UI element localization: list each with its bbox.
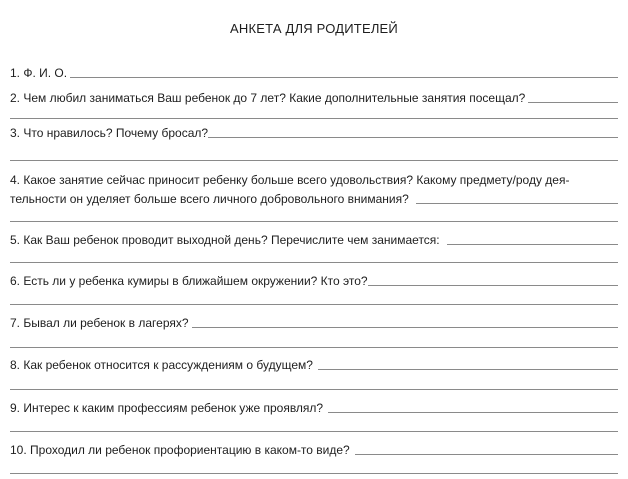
question-8-label: 8. Как ребенок относится к рассуждениям о будущем? [10, 358, 313, 372]
question-4-answer-line[interactable] [416, 191, 618, 204]
question-6-extra-line[interactable] [10, 304, 618, 305]
question-4-extra-line[interactable] [10, 221, 618, 222]
question-5-extra-line[interactable] [10, 262, 618, 263]
question-6-answer-line[interactable] [368, 273, 618, 286]
question-7 [10, 314, 618, 330]
question-6-label: 6. Есть ли у ребенка кумиры в ближайшем окружении? Кто это? [10, 274, 368, 288]
question-10-extra-line[interactable] [10, 473, 618, 474]
question-9-answer-line[interactable] [328, 400, 618, 413]
question-10-label: 10. Проходил ли ребенок профориентацию в каком-то виде? [10, 443, 350, 457]
question-6 [10, 272, 618, 288]
question-10-answer-line[interactable] [355, 442, 618, 455]
question-4-label-line1: 4. Какое занятие сейчас приносит ребенку больше всего удовольствия? Какому предмету/роду дея- [10, 173, 570, 187]
question-10 [10, 441, 618, 457]
question-7-extra-line[interactable] [10, 347, 618, 348]
question-5 [10, 231, 618, 247]
question-9-extra-line[interactable] [10, 431, 618, 432]
question-8 [10, 356, 618, 372]
question-7-answer-line[interactable] [192, 315, 618, 328]
question-1 [10, 64, 618, 80]
question-5-label: 5. Как Ваш ребенок проводит выходной день? Перечислите чем занимается: [10, 233, 440, 247]
question-4-label: тельности он уделяет больше всего личного добровольного внимания? [10, 192, 409, 206]
question-1-label: 1. Ф. И. О. [10, 66, 68, 80]
question-2-label: 2. Чем любил заниматься Ваш ребенок до 7 лет? Какие дополнительные занятия посещал? [10, 91, 526, 105]
question-7-label: 7. Бывал ли ребенок в лагерях? [10, 316, 189, 330]
question-3-label: 3. Что нравилось? Почему бросал? [10, 126, 209, 140]
question-9 [10, 399, 618, 415]
question-1-answer-line[interactable] [70, 65, 618, 78]
question-5-answer-line[interactable] [447, 232, 618, 245]
question-2 [10, 89, 618, 105]
question-4 [10, 190, 618, 206]
question-3-extra-line[interactable] [10, 160, 618, 161]
question-2-answer-line[interactable] [528, 90, 618, 103]
page-title: АНКЕТА ДЛЯ РОДИТЕЛЕЙ [230, 21, 398, 36]
question-9-label: 9. Интерес к каким профессиям ребенок уже проявлял? [10, 401, 324, 415]
question-3-answer-line[interactable] [208, 125, 618, 138]
question-8-answer-line[interactable] [318, 357, 618, 370]
question-8-extra-line[interactable] [10, 389, 618, 390]
question-3 [10, 124, 618, 140]
question-2-extra-line[interactable] [10, 118, 618, 119]
